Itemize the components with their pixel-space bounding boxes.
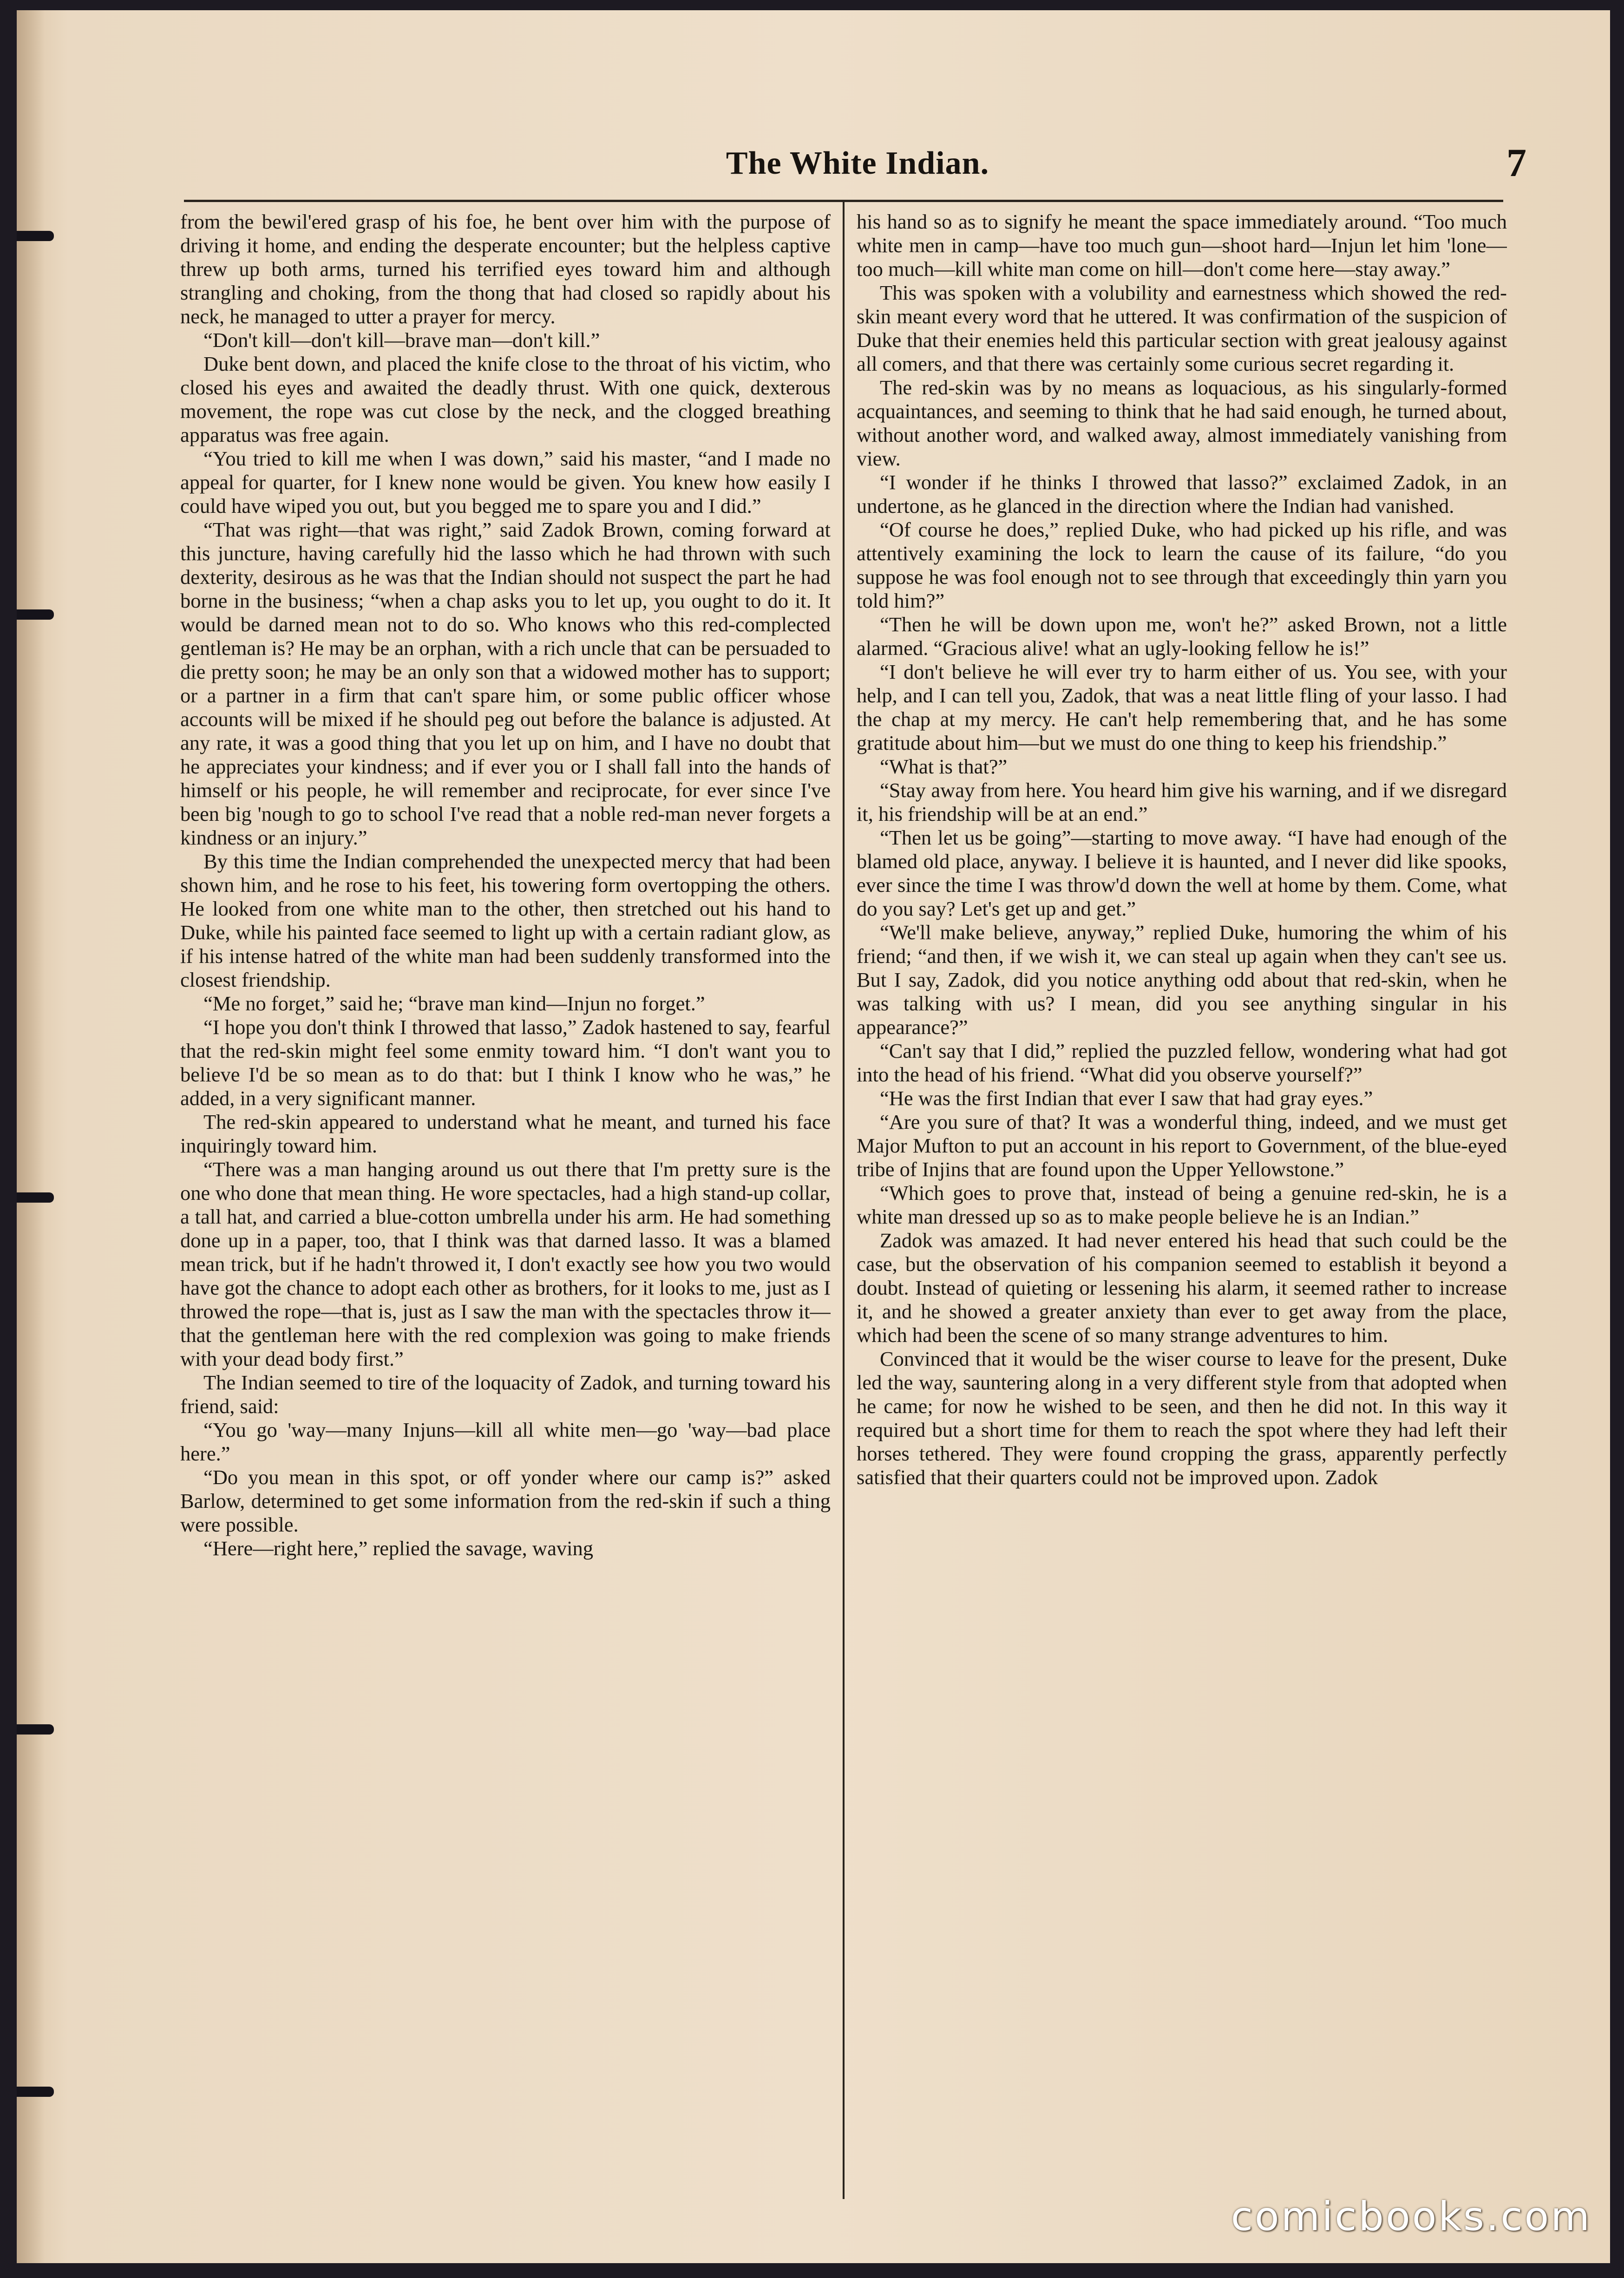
right-column bbox=[857, 210, 1507, 2207]
paragraph: “Which goes to prove that, instead of being a genuine red-skin, he is a white man dressed up so as to make people believe he is an Indian.” bbox=[857, 1181, 1507, 1228]
paragraph: “Are you sure of that? It was a wonderful thing, indeed, and we must get Major Mufton to put an account in his report to Government, of the blue-eyed tribe of Injins that are found upon the Upper Yellowstone.” bbox=[857, 1110, 1507, 1181]
paragraph: “You go 'way—many Injuns—kill all white men—go 'way—bad place here.” bbox=[180, 1418, 831, 1465]
page-header bbox=[184, 126, 1531, 196]
page-title: The White Indian. bbox=[726, 145, 989, 181]
paragraph: “Can't say that I did,” replied the puzzled fellow, wondering what had got into the head of his friend. “What did you observe yourself?” bbox=[857, 1039, 1507, 1086]
paragraph: from the bewil'ered grasp of his foe, he bent over him with the purpose of driving it home, and ending the desperate encounter; but the helpless captive threw up both arms, turned his terrified eyes toward him and although strangling and choking, from the thong that had closed so rapidly about his neck, he managed to utter a prayer for mercy. bbox=[180, 210, 831, 328]
paragraph: his hand so as to signify he meant the space immediately around. “Too much white men in camp—have too much gun—shoot hard—Injun let him 'lone—too much—kill white man come on hill—don't come here—stay away.” bbox=[857, 210, 1507, 281]
binding-stitch bbox=[17, 1192, 54, 1203]
scanned-page bbox=[17, 10, 1610, 2263]
binding-stitch bbox=[17, 231, 54, 241]
binding-stitch bbox=[17, 609, 54, 620]
paragraph: “Then he will be down upon me, won't he?” asked Brown, not a little alarmed. “Gracious alive! what an ugly-looking fellow he is!” bbox=[857, 613, 1507, 660]
paragraph: “Here—right here,” replied the savage, waving bbox=[203, 1537, 593, 1560]
paragraph: “Stay away from here. You heard him give his warning, and if we disregard it, his friendship will be at an end.” bbox=[857, 779, 1507, 825]
paragraph: “I don't believe he will ever try to harm either of us. You see, with your help, and I can tell you, Zadok, that was a neat little fling of your lasso. I had the chap at my mercy. He can't help remembering that, and he has some gratitude about him—but we must do one thing to keep his friendship.” bbox=[857, 660, 1507, 754]
paragraph: “We'll make believe, anyway,” replied Duke, humoring the whim of his friend; “and then, if we wish it, we can steal up again when they can't see us. But I say, Zadok, did you notice anything odd about that red-skin, when he was talking with us? I mean, did you see anything singular in his appearance?” bbox=[857, 921, 1507, 1039]
paragraph: The red-skin appeared to understand what he meant, and turned his face inquiringly toward him. bbox=[180, 1110, 831, 1157]
paragraph: “I hope you don't think I throwed that lasso,” Zadok hastened to say, fearful that the red-skin might feel some enmity toward him. “I don't want you to believe I'd be so mean as to do that: but I think I know who he was,” he added, in a very significant manner. bbox=[180, 1015, 831, 1110]
paragraph: Duke bent down, and placed the knife close to the throat of his victim, who closed his eyes and awaited the deadly thrust. With one quick, dexterous movement, the rope was cut close by the neck, and the clogged breathing apparatus was free again. bbox=[180, 352, 831, 446]
page-number: 7 bbox=[1506, 140, 1526, 185]
paragraph: The red-skin was by no means as loquacious, as his singularly-formed acquaintances, and seeming to think that he had said enough, he turned about, without another word, and walked away, almost immediately vanishing from view. bbox=[857, 376, 1507, 470]
paragraph: “Of course he does,” replied Duke, who had picked up his rifle, and was attentively examining the lock to learn the cause of its failure, “do you suppose he was fool enough not to see through that exceedingly thin yarn you told him?” bbox=[857, 518, 1507, 612]
binding-shadow bbox=[17, 10, 45, 2263]
paragraph: “He was the first Indian that ever I saw that had gray eyes.” bbox=[880, 1087, 1373, 1110]
paragraph: “Then let us be going”—starting to move away. “I have had enough of the blamed old place, anyway. I believe it is haunted, and I never did like spooks, ever since the time I was throw'd down the well at home by them. Come, what do you say? Let's get up and get.” bbox=[857, 826, 1507, 920]
paragraph: “Me no forget,” said he; “brave man kind—Injun no forget.” bbox=[203, 992, 705, 1015]
left-column bbox=[180, 210, 831, 2207]
paragraph: “You tried to kill me when I was down,” said his master, “and I made no appeal for quarter, for I knew none would be given. You knew how easily I could have wiped you out, but you begged me to spare you and I did.” bbox=[180, 447, 831, 517]
paragraph: “I wonder if he thinks I throwed that lasso?” exclaimed Zadok, in an undertone, as he glanced in the direction where the Indian had vanished. bbox=[857, 471, 1507, 517]
paragraph: “What is that?” bbox=[880, 755, 1008, 778]
paragraph: By this time the Indian comprehended the unexpected mercy that had been shown him, and he rose to his feet, his towering form overtopping the others. He looked from one white man to the other, then stretched out his hand to Duke, while his painted face seemed to light up with a certain radiant glow, as if his intense hatred of the white man had been suddenly transformed into the closest friendship. bbox=[180, 850, 831, 991]
column-divider bbox=[843, 202, 845, 2199]
paragraph: “Don't kill—don't kill—brave man—don't kill.” bbox=[203, 328, 600, 352]
paragraph: Convinced that it would be the wiser course to leave for the present, Duke led the way, sauntering along in a very different style from that adopted when he came; for now he wished to be seen, and then he did not. In this way it required but a short time for them to reach the spot where they had left their horses tethered. They were found cropping the grass, apparently perfectly satisfied that their quarters could not be improved upon. Zadok bbox=[857, 1347, 1507, 1489]
site-watermark: comicbooks.com bbox=[1231, 2193, 1591, 2240]
paragraph: Zadok was amazed. It had never entered his head that such could be the case, but the observation of his companion seemed to establish it beyond a doubt. Instead of quieting or lessening his alarm, it seemed rather to increase it, and he showed a greater anxiety than ever to get away from the place, which had been the scene of so many strange adventures to him. bbox=[857, 1229, 1507, 1347]
paragraph: This was spoken with a volubility and earnestness which showed the red-skin meant every word that he uttered. It was confirmation of the suspicion of Duke that their enemies held this particular section with great jealousy against all comers, and that there was certainly some curious secret regarding it. bbox=[857, 281, 1507, 375]
paragraph: “There was a man hanging around us out there that I'm pretty sure is the one who done that mean thing. He wore spectacles, had a high stand-up collar, a tall hat, and carried a blue-cotton umbrella under his arm. He had something done up in a paper, too, that I think was that darned lasso. It was a blamed mean trick, but if he hadn't throwed it, I don't exactly see how you two would have got the chance to adopt each other as brothers, for it looks to me, just as I throwed the rope—that is, just as I saw the man with the spectacles throw it—that the gentleman here with the red complexion was going to make friends with your dead body first.” bbox=[180, 1158, 831, 1370]
paragraph: The Indian seemed to tire of the loquacity of Zadok, and turning toward his friend, said: bbox=[180, 1371, 831, 1418]
binding-stitch bbox=[17, 1724, 54, 1735]
binding-stitch bbox=[17, 2087, 54, 2097]
paragraph: “That was right—that was right,” said Zadok Brown, coming forward at this juncture, having carefully hid the lasso which he had thrown with such dexterity, desirous as he was that the Indian should not suspect the part he had borne in the business; “when a chap asks you to let up, you ought to do it. It would be darned mean not to do so. Who knows who this red-complected gentleman is? He may be an orphan, with a rich uncle that can be persuaded to die pretty soon; he may be an only son that a widowed mother has to support; or a partner in a firm that can't spare him, or some public officer whose accounts will be mixed if he should peg out before the balance is adjusted. At any rate, it was a good thing that you let up on him, and I have no doubt that he appreciates your kindness; and if ever you or I shall fall into the hands of himself or his people, he will remember and reciprocate, for ever since I've been big 'nough to go to school I've read that a noble red-man never forgets a kindness or an injury.” bbox=[180, 518, 831, 849]
paragraph: “Do you mean in this spot, or off yonder where our camp is?” asked Barlow, determined to get some information from the red-skin if such a thing were possible. bbox=[180, 1466, 831, 1536]
